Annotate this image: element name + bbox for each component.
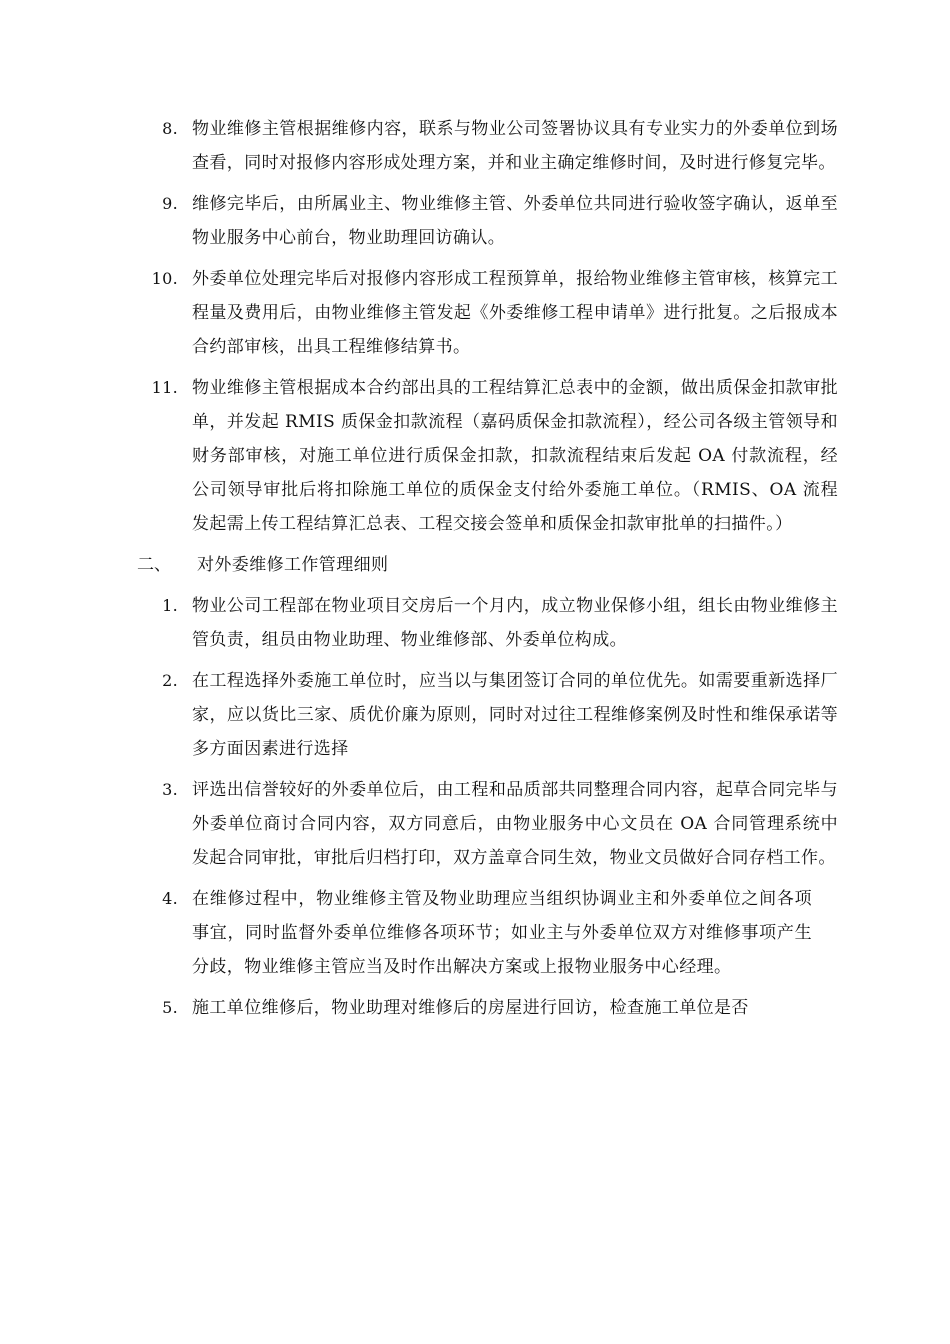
item-number: 9. [162, 194, 178, 213]
item-number: 10. [151, 269, 178, 288]
item-text: 评选出信誉较好的外委单位后，由工程和品质部共同整理合同内容，起草合同完毕与外委单位商讨合同内容，双方同意后，由物业服务中心文员在 OA 合同管理系统中发起合同审批，审批后归档打印，双方盖章合同生效，物业文员做好合同存档工作。 [192, 780, 838, 868]
procedure-list [0, 112, 950, 1032]
item-number: 3. [162, 780, 178, 799]
item-number: 5. [162, 998, 178, 1017]
list-item [0, 262, 950, 364]
item-text: 外委单位处理完毕后对报修内容形成工程预算单，报给物业维修主管审核，核算完工程量及费用后，由物业维修主管发起《外委维修工程申请单》进行批复。之后报成本合约部审核，出具工程维修结算书。 [192, 269, 838, 357]
list-item [0, 882, 950, 984]
list-item [0, 371, 950, 541]
item-number: 1. [162, 596, 178, 615]
item-text: 在工程选择外委施工单位时，应当以与集团签订合同的单位优先。如需要重新选择厂家，应以货比三家、质优价廉为原则，同时对过往工程维修案例及时性和维保承诺等多方面因素进行选择 [192, 671, 838, 759]
item-text: 维修完毕后，由所属业主、物业维修主管、外委单位共同进行验收签字确认，返单至物业服务中心前台，物业助理回访确认。 [192, 194, 838, 248]
item-text: 在维修过程中，物业维修主管及物业助理应当组织协调业主和外委单位之间各项事宜，同时监督外委单位维修各项环节；如业主与外委单位双方对维修事项产生分歧，物业维修主管应当及时作出解决方案或上报物业服务中心经理。 [192, 889, 812, 977]
list-item [0, 773, 950, 875]
list-item [0, 589, 950, 657]
item-number: 4. [162, 889, 178, 908]
list-item [0, 112, 950, 180]
item-text: 施工单位维修后，物业助理对维修后的房屋进行回访，检查施工单位是否 [192, 998, 749, 1018]
list-item [0, 991, 950, 1025]
item-text: 物业维修主管根据维修内容，联系与物业公司签署协议具有专业实力的外委单位到场查看，同时对报修内容形成处理方案，并和业主确定维修时间，及时进行修复完毕。 [192, 119, 838, 173]
item-text: 物业公司工程部在物业项目交房后一个月内，成立物业保修小组，组长由物业维修主管负责，组员由物业助理、物业维修部、外委单位构成。 [192, 596, 838, 650]
section-number: 二、 [137, 555, 171, 575]
item-number: 11. [151, 378, 178, 397]
item-number: 8. [162, 119, 178, 138]
section-heading [0, 548, 950, 582]
list-item [0, 187, 950, 255]
section-title: 对外委维修工作管理细则 [197, 555, 389, 575]
list-item [0, 664, 950, 766]
item-number: 2. [162, 671, 178, 690]
item-text: 物业维修主管根据成本合约部出具的工程结算汇总表中的金额，做出质保金扣款审批单，并发起 RMIS 质保金扣款流程（嘉码质保金扣款流程），经公司各级主管领导和财务部审核，对施工单位进行质保金扣款，扣款流程结束后发起 OA 付款流程，经公司领导审批后将扣除施工单位的质保金支付给外委施工单位。（RMIS、OA 流程发起需上传工程结算汇总表、工程交接会签单和质保金扣款审批单的扫描件。） [192, 378, 838, 534]
